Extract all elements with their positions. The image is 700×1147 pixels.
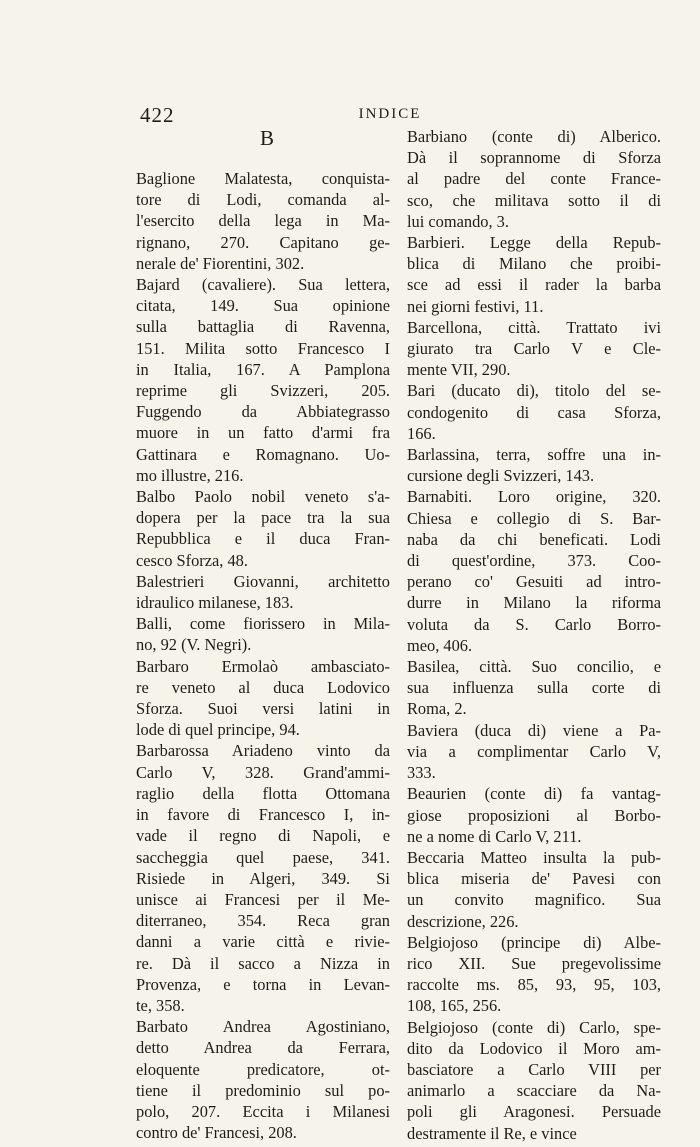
index-entry [407,317,661,381]
index-entry [407,232,661,317]
entry-line: mo illustre, 216. [136,465,244,485]
entry-line: detto Andrea da Ferrara, [136,1038,390,1058]
entry-line: giurato tra Carlo V e Cle- [407,339,661,359]
entry-line: via a complimentar Carlo V, [407,741,661,761]
entry-line: in favore di Francesco I, in- [136,805,390,825]
entry-line: Barbaro Ermolaò ambasciato- [136,656,390,676]
entry-line: destramente il Re, e vince [407,1123,577,1143]
index-entry [407,783,661,847]
entry-line: Balbo Paolo nobil veneto s'a- [136,487,390,507]
entry-line: raccolte ms. 85, 93, 95, 103, [407,975,661,995]
entry-line: Barbieri. Legge della Repub- [407,233,661,253]
entry-line: raglio della flotta Ottomana [136,783,390,803]
index-entry [136,656,390,741]
entry-line: Bari (ducato di), titolo del se- [407,381,661,401]
entry-line: Basilea, città. Suo concilio, e [407,657,661,677]
entry-line: muore in un fatto d'armi fra [136,423,390,443]
entry-line: Barbarossa Ariadeno vinto da [136,741,390,761]
entry-line: nei giorni festivi, 11. [407,296,544,316]
entry-line: Barbiano (conte di) Alberico. [407,127,661,146]
left-column [136,126,390,1143]
entry-line: Roma, 2. [407,699,467,719]
entry-line: descrizione, 226. [407,911,519,931]
entry-line: Dà il soprannome di Sforza [407,148,661,168]
entry-line: cursione degli Svizzeri, 143. [407,466,595,486]
entry-line: naba da chi beneficati. Lodi [407,529,661,549]
entry-line: 333. [407,763,436,783]
entry-line: di quest'ordine, 373. Coo- [407,551,661,571]
entry-line: Balli, come fiorissero in Mila- [136,614,390,634]
index-entry [136,571,390,613]
entry-line: l'esercito della lega in Ma- [136,211,390,231]
index-entry [407,486,661,656]
entry-line: saccheggia quel paese, 341. [136,847,390,867]
entry-line: re veneto al duca Lodovico [136,677,390,697]
entry-line: blica di Milano che proibi- [407,254,661,274]
entry-line: Barlassina, terra, soffre una in- [407,445,661,465]
entry-line: contro de' Francesi, 208. [136,1123,297,1143]
entry-line: al padre del conte France- [407,169,661,189]
entry-line: te, 358. [136,995,185,1015]
entry-line: sulla battaglia di Ravenna, [136,317,390,337]
entry-line: Beaurien (conte di) fa vantag- [407,784,661,804]
entry-line: re. Dà il sacco a Nizza in [136,953,390,973]
index-entry [407,932,661,1017]
entry-line: unisce ai Francesi per il Me- [136,889,390,909]
index-entry [407,126,661,232]
entry-line: lui comando, 3. [407,211,509,231]
entry-line: in Italia, 167. A Pamplona [136,359,390,379]
entry-line: animarlo a scacciare da Na- [407,1081,661,1101]
entry-line: Carlo V, 328. Grand'ammi- [136,762,390,782]
entry-line: rignano, 270. Capitano ge- [136,232,390,252]
page-number: 422 [140,103,175,127]
entry-line: nerale de' Fiorentini, 302. [136,253,305,273]
entry-line: basciatore a Carlo VIII per [407,1059,661,1079]
entry-line: 166. [407,423,436,443]
entry-line: Sforza. Suoi versi latini in [136,699,390,719]
index-entry [407,847,661,932]
entry-line: perano co' Gesuiti ad intro- [407,572,661,592]
entry-line: condogenito di casa Sforza, [407,402,661,422]
entry-line: tore di Lodi, comanda al- [136,190,390,210]
entry-line: sco, che militava sotto il di [407,190,661,210]
entry-line: dito da Lodovico il Moro am- [407,1038,661,1058]
entry-line: Barnabiti. Loro origine, 320. [407,487,661,507]
section-letter: B [259,126,274,150]
entry-line: idraulico milanese, 183. [136,593,294,613]
index-entry [136,486,390,571]
index-entry [407,444,661,486]
entry-line: Baglione Malatesta, conquista- [136,169,390,188]
entry-line: lode di quel principe, 94. [136,720,300,740]
entry-line: voluta da S. Carlo Borro- [407,614,661,634]
entry-line: Chiesa e collegio di S. Bar- [407,508,661,528]
entry-line: no, 92 (V. Negri). [136,635,252,655]
entry-line: durre in Milano la riforma [407,593,661,613]
index-entry [136,740,390,1016]
entry-line: vade il regno di Napoli, e [136,826,390,846]
right-column [407,126,661,1144]
entry-line: Belgiojoso (conte di) Carlo, spe- [407,1017,661,1037]
index-entry [136,1016,390,1143]
entry-line: diterraneo, 354. Reca gran [136,911,390,931]
entry-line: meo, 406. [407,635,473,655]
entry-line: Bajard (cavaliere). Sua lettera, [136,275,390,295]
entry-line: Provenza, e torna in Levan- [136,974,390,994]
entry-line: Repubblica e il duca Fran- [136,529,390,549]
entry-line: Barcellona, città. Trattato ivi [407,317,661,337]
running-head [140,103,640,127]
index-entry [407,656,661,720]
index-entry [407,720,661,784]
entry-line: 108, 165, 256. [407,996,502,1016]
entry-line: poli gli Aragonesi. Persuade [407,1102,661,1122]
entry-line: cesco Sforza, 48. [136,550,248,570]
entry-line: un convito magnifico. Sua [407,890,661,910]
running-title: INDICE [358,106,422,122]
entry-line: Baviera (duca di) viene a Pa- [407,720,661,740]
index-entry [136,168,390,274]
index-entry [136,274,390,486]
entry-line: eloquente predicatore, ot- [136,1059,390,1079]
entry-line: reprime gli Svizzeri, 205. [136,381,390,401]
entry-line: mente VII, 290. [407,360,511,380]
entry-line: ne a nome di Carlo V, 211. [407,826,582,846]
entry-line: Gattinara e Romagnano. Uo- [136,444,390,464]
entry-line: sce ad essi il rader la barba [407,275,661,295]
entry-line: Belgiojoso (principe di) Albe- [407,932,661,952]
index-entry [136,613,390,655]
entry-line: blica miseria de' Pavesi con [407,869,661,889]
entry-line: dopera per la pace tra la sua [136,508,390,528]
entry-line: Barbato Andrea Agostiniano, [136,1017,390,1037]
entry-line: citata, 149. Sua opinione [136,296,390,316]
index-entry [407,1017,661,1144]
index-entry [407,380,661,444]
entry-line: Beccaria Matteo insulta la pub- [407,847,661,867]
entry-line: polo, 207. Eccita i Milanesi [136,1101,390,1121]
entry-line: Balestrieri Giovanni, architetto [136,571,390,591]
entry-line: Fuggendo da Abbiategrasso [136,402,390,422]
entry-line: tiene il predominio sul po- [136,1080,390,1100]
entry-line: 151. Milita sotto Francesco I [136,338,390,358]
entry-line: sua influenza sulla corte di [407,678,661,698]
entry-line: danni a varie città e rivie- [136,932,390,952]
entry-line: rico XII. Sue pregevolissime [407,953,661,973]
entry-line: Risiede in Algeri, 349. Si [136,868,390,888]
entry-line: giose proposizioni al Borbo- [407,805,661,825]
